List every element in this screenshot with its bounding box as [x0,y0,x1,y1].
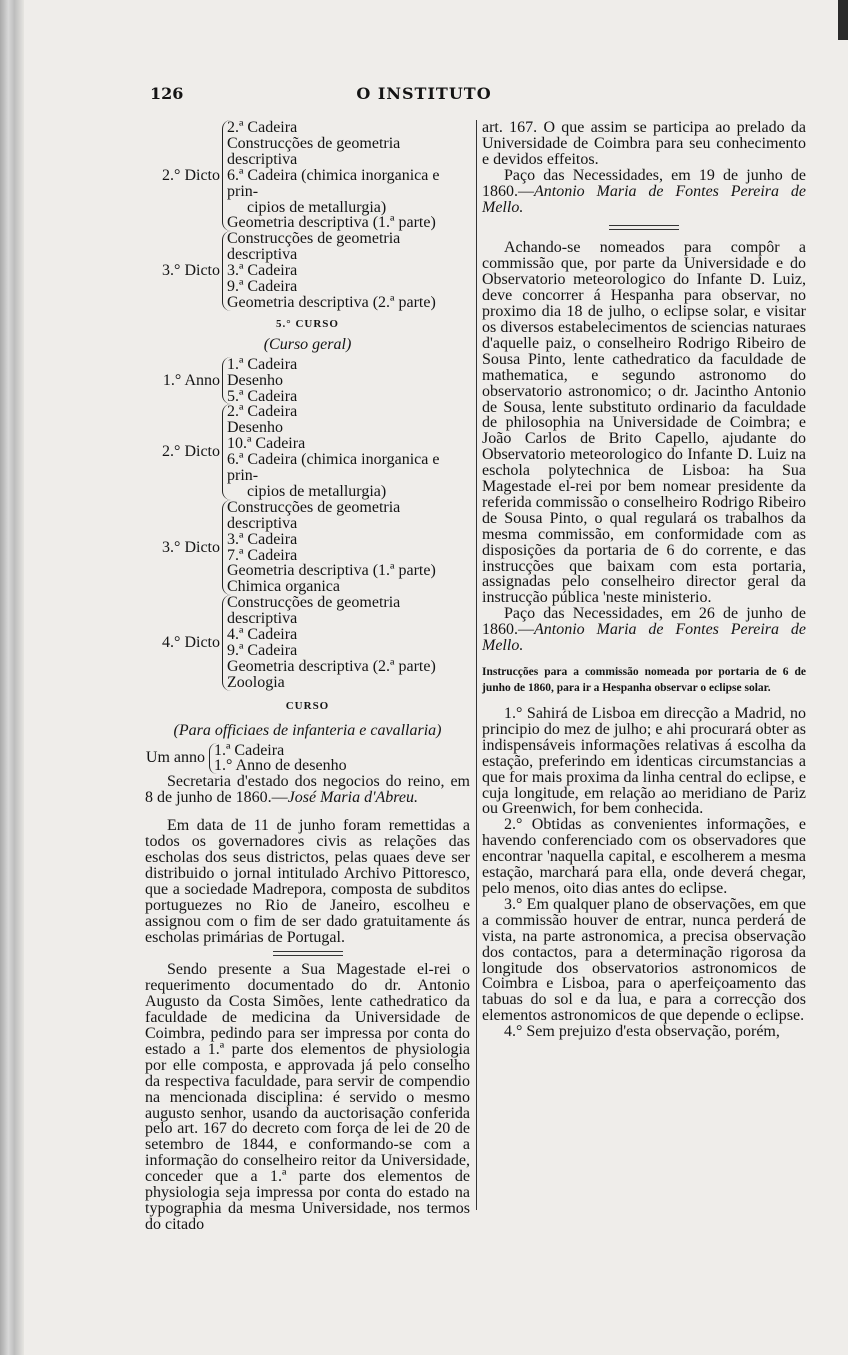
subject-item: Geometria descriptiva (2.ª parte) [227,293,436,311]
officiaes-heading: (Para officiaes de infanteria e cavallaria) [173,721,442,739]
subject-item: cipios de metallurgia) [247,198,387,216]
subject-item: Chimica organica [227,578,340,596]
subject-item: 10.ª Cadeira [227,435,306,453]
left-column [145,120,470,1233]
paco-26-text: Paço das Necessidades, em 26 de junho de 1860.— [482,605,806,639]
subject-item: 6.ª Cadeira (chimica inorganica e prin- [227,451,440,485]
subject-item: 5.ª Cadeira [227,387,298,405]
um-anno-list [209,743,347,775]
subject-item: 3.ª Cadeira [227,530,298,548]
subject-item: Geometria descriptiva (1.ª parte) [227,214,436,232]
page-number: 126 [150,84,184,103]
paco-19-text: Paço das Necessidades, em 19 de junho de 1860.— [482,166,806,200]
paragraph-art167: art. 167. O que assim se participa ao prelado da Universidade de Coimbra para seu conhecimento e devidos effeitos. [482,119,806,168]
curso-heading: CURSO [285,699,330,712]
course-year-block [145,231,470,311]
subject-item: Construcções de geometria descriptiva [227,230,401,264]
subject-list [222,404,470,499]
subject-item: Construcções de geometria descriptiva [227,498,401,532]
course-year-block [145,120,470,231]
subject-list [222,500,470,595]
subject-item: 9.ª Cadeira [227,278,298,296]
list-item: 1.ª Cadeira [214,741,285,759]
course-list-a [145,120,470,311]
subject-item: Geometria descriptiva (2.ª parte) [227,657,436,675]
secretaria-paragraph [145,774,470,806]
course-year-block [145,404,470,499]
paragraph-commissao: Achando-se nomeados para compôr a commissão que, por parte da Universidade e do Observatorio meteorologico do Infante D. Luiz, deve concorrer á Hespanha para observar, no proximo dia 18 de julho, o eclipse solar, e visitar os diversos estabelecimentos de sciencias naturaes d'aquelle paiz, o conselheiro Rodrigo Ribeiro de Sousa Pinto, lente cathedratico da faculdade de mathematica, e segundo astronomo do observatorio astronomico; o dr. Jacintho Antonio de Sousa, lente substituto ordinario da faculdade de philosophia na Universidade de Coimbra; e João Carlos de Brito Capello, ajudante do Observatorio meteorologico do Infante D. Luiz na eschola polytechnica de Lisboa: ha Sua Magestade el-rei por bem nomear presidente da referida commissão o conselheiro Rodrigo Ribeiro de Sousa Pinto, o qual regulará os trabalhos da mesma commissão, em conformidade com as disposições da portaria de 6 do corrente, e das instrucções que baixam com esta portaria, assignadas pelo conselheiro director geral da instrucção pública 'neste ministerio. [482,239,806,607]
paragraph-paco-26 [482,606,806,654]
paragraph-physiologia: Sendo presente a Sua Magestade el-rei o requerimento documentado do dr. Antonio Augusto da Costa Simões, lente cathedratico da faculdade de medicina da Universidade de Coimbra, pedindo para ser impressa por conta do estado a 1.ª parte dos elementos de physiologia por elle composta, e approvada já pelo conselho da respectiva faculdade, para servir de compendio na mencionada disciplina: é servido o mesmo augusto senhor, usando da auctorisação conferida pelo art. 167 do decreto com força de lei de 20 de setembro de 1844, e conformando-se com a informação do conselheiro reitor da Universidade, conceder que a 1.ª parte dos elementos de physiologia seja impressa por conta do estado na typographia da mesma Universidade, nos termos do citado [145,961,470,1233]
year-label: 2.° Dicto [162,166,220,184]
paragraph-paco-19 [482,168,806,216]
subject-item: 9.ª Cadeira [227,642,298,659]
page-header [0,84,848,110]
curso-geral-heading: (Curso geral) [263,335,352,353]
subject-list [222,231,470,311]
column-divider [476,120,477,1210]
subject-item: Geometria descriptiva (1.ª parte) [227,562,436,580]
instr-item-2: 2.° Obtidas as convenientes informações, e havendo conferenciado com os observadores que encontrar 'naquella capital, e escolherem a mesma estação, marchará para ella, onde deverá chegar, pelo menos, oito dias antes do eclipse. [482,816,806,897]
subject-item: 2.ª Cadeira [227,403,298,421]
subject-item: Desenho [227,419,283,437]
course-year-block [145,500,470,595]
page-corner-shadow [838,0,848,40]
um-anno-label: Um anno [145,749,205,767]
paco-19-signature: Antonio Maria de Fontes Pereira de Mello. [482,182,806,216]
list-item: 1.° Anno de desenho [214,757,347,775]
subject-list [222,595,470,690]
year-label: 1.° Anno [162,371,220,389]
subject-list [222,357,470,405]
curso5-heading: 5.° CURSO [276,317,339,330]
year-label: 2.° Dicto [162,443,220,461]
separator-rule [273,951,343,956]
course-list-b [145,357,470,691]
subject-item: Zoologia [227,673,285,691]
course-year-block [145,357,470,405]
subject-item: Construcções de geometria descriptiva [227,594,401,628]
running-title: O INSTITUTO [356,84,492,103]
instrucoes-heading: Instrucções para a commissão nomeada por portaria de 6 de junho de 1860, para ir a Hespanha observar o eclipse solar. [482,666,806,694]
book-binding-edge [0,0,24,1355]
secretaria-signature: José Maria d'Abreu. [287,789,419,807]
subject-item: Construcções de geometria descriptiva [227,134,401,168]
instr-item-1: 1.° Sahirá de Lisboa em direcção a Madrid, no principio do mez de julho; e ahi procurará obter as indispensáveis informações relativas á escolha da estação, preferindo em identicas circumstancias a que for mais proxima da linha central do eclipse, e cuja longitude, em relação ao meridiano de Pariz ou Greenwich, for bem conhecida. [482,705,806,818]
subject-item: 3.ª Cadeira [227,262,298,280]
year-label: 3.° Dicto [162,538,220,556]
subject-item: Desenho [227,371,283,389]
subject-list [222,120,470,231]
separator-rule [609,225,679,230]
subject-item: 6.ª Cadeira (chimica inorganica e prin- [227,166,440,200]
subject-item: 2.ª Cadeira [227,119,298,136]
paragraph-archivo: Em data de 11 de junho foram remettidas a todos os governadores civis as relações das escholas dos seus districtos, pelas quaes deve ser distribuido o jornal intitulado Archivo Pittoresco, que a sociedade Madrepora, composta de subditos portuguezes no Rio de Janeiro, escolheu e assignou com o fim de ser dado gratuitamente ás escholas primárias de Portugal. [145,817,470,946]
subject-item: 1.ª Cadeira [227,355,298,373]
right-column [482,120,806,1040]
subject-item: cipios de metallurgia) [247,482,387,500]
instr-item-3: 3.° Em qualquer plano de observações, em que a commissão houver de entrar, nunca perderá de vista, na parte astronomica, a precisa observação dos contactos, para a determinação rigorosa da longitude dos observatorios astronomicos de Coimbra e Lisboa, para o aperfeiçoamento das tabuas do sol e da lua, e para a correcção dos elementos astronomicos de que depende o eclipse. [482,895,806,1025]
year-label: 4.° Dicto [162,634,220,652]
course-year-block [145,595,470,690]
paco-26-signature: Antonio Maria de Fontes Pereira de Mello. [482,621,806,655]
subject-item: 7.ª Cadeira [227,546,298,564]
year-label: 3.° Dicto [162,262,220,280]
secretaria-text: Secretaria d'estado dos negocios do reino, em 8 de junho de 1860.— [145,773,470,807]
um-anno-block [145,743,470,775]
instr-item-4: 4.° Sem prejuizo d'esta observação, porém, [504,1023,780,1041]
subject-item: 4.ª Cadeira [227,626,298,644]
